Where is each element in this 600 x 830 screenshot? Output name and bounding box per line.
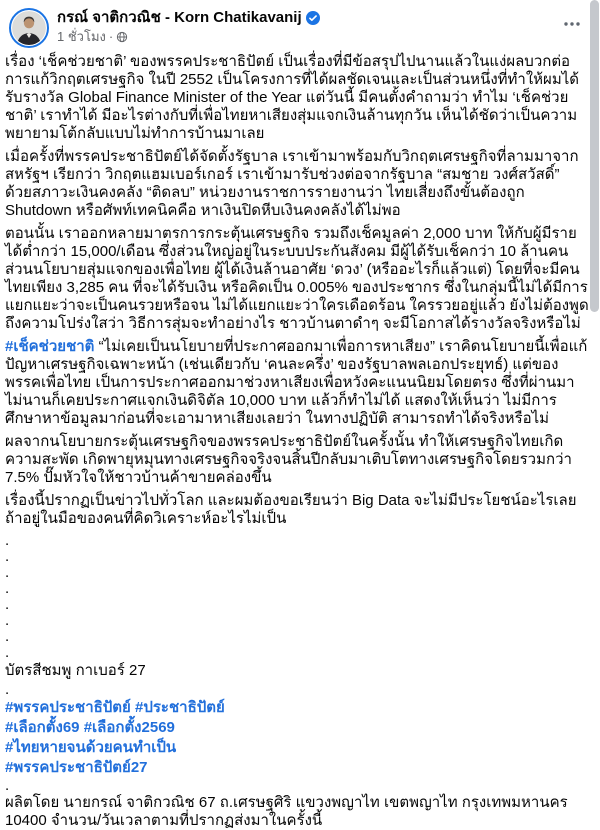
- meta-dot-separator: ·: [108, 29, 114, 44]
- dot-spacer-line: .: [5, 596, 10, 613]
- post-header: [0, 0, 600, 48]
- avatar-photo: [12, 11, 46, 45]
- hashtag-link-check-chuay-chat[interactable]: #เช็คช่วยชาติ: [5, 338, 95, 355]
- pink-card-line: บัตรสีชมพู กาเบอร์ 27: [5, 662, 146, 679]
- dot-spacer-line: .: [5, 564, 10, 581]
- produced-by-disclaimer: ผลิตโดย นายกรณ์ จาติกวณิช 67 ถ.เศรษฐศิริ แขวงพญาไท เขตพญาไท กรุงเทพมหานคร 10400 จำนวน/วันเวลาตามที่ปรากฏส่งมาในครั้งนี้: [5, 794, 568, 829]
- post-paragraph-4: [5, 338, 590, 428]
- dot-spacer-line: .: [5, 628, 10, 645]
- avatar[interactable]: [9, 8, 49, 48]
- hashtag-link-party[interactable]: #พรรคประชาธิปัตย์: [5, 699, 131, 716]
- more-options-button[interactable]: [556, 12, 588, 36]
- dot-spacer-line: .: [5, 580, 10, 597]
- hashtag-link-thai-slogan[interactable]: #ไทยหายจนด้วยคนทำเป็น: [5, 739, 177, 756]
- hashtag-link-election2569[interactable]: #เลือกตั้ง2569: [83, 719, 175, 736]
- hashtag-line-2: [5, 718, 590, 738]
- header-text: [57, 8, 556, 45]
- profile-name[interactable]: กรณ์ จาติกวณิช - Korn Chatikavanij: [57, 9, 302, 26]
- timestamp[interactable]: 1 ชั่วโมง: [57, 29, 106, 44]
- scrollbar-thumb[interactable]: [590, 0, 599, 312]
- dot-spacer-line: .: [5, 532, 10, 549]
- post-paragraph-4-text: “ไม่เคยเป็นนโยบายที่ประกาศออกมาเพื่อการหาเสียง” เราคิดนโยบายนี้เพื่อแก้ปัญหาเศรษฐกิจเฉพาะหน้า (เช่นเดียวกับ ‘คนละครึ่ง’ ของรัฐบาลพลเอกประยุทธ์) แต่ของพรรคเพื่อไทย เป็นการประกาศออกมาช่วงหาเสียงเพื่อหวังคะแนนนิยมโดยตรง ซึ่งที่ผ่านมาไม่นานก็เคยประกาศแจกเงินดิจิตัล 10,000 บาท แล้วก็ทำไม่ได้ แสดงให้เห็นว่า ไม่มีการศึกษาหาข้อมูลมาก่อนที่จะเอามาหาเสียงเลยว่า ในทางปฏิบัติ สามารถทำได้จริงหรือไม่: [5, 338, 588, 427]
- dot-spacer-line: .: [5, 612, 10, 629]
- ellipsis-icon: [562, 14, 582, 34]
- hashtag-link-party27[interactable]: #พรรคประชาธิปัตย์27: [5, 759, 148, 776]
- post-body: [0, 48, 600, 830]
- post-paragraph-3: ตอนนั้น เราออกหลายมาตรการกระตุ้นเศรษฐกิจ รวมถึงเช็คมูลค่า 2,000 บาท ให้กับผู้มีรายได้ต่ำกว่า 15,000/เดือน ซึ่งส่วนใหญ่อยู่ในระบบประกันสังคม มีผู้ได้รับเช็คกว่า 10 ล้านคน ส่วนนโยบายสุ่มแจกของเพื่อไทย ผู้ได้เงินล้านอาศัย ‘ดวง’ (หรืออะไรก็แล้วแต่) โดยที่จะมีคนไทยเพียง 3,285 คน ที่จะได้รับเงิน หรือคิดเป็น 0.005% ของประชากร ซึ่งในกลุ่มนี้ไม่ได้มีการแยกแยะว่าจะเป็นคนรวยหรือจน ไม่ได้แยกแยะว่าใครเดือดร้อน ใครรวยอยู่แล้ว ยังไม่ต้องพูดถึงความโปร่งใสว่า วิธีการสุ่มจะทำอย่างไร ชาวบ้านตาดำๆ จะมีโอกาสได้รางวัลจริงหรือไม่: [5, 225, 589, 332]
- post-paragraph-5: ผลจากนโยบายกระตุ้นเศรษฐกิจของพรรคประชาธิปัตย์ในครั้งนั้น ทำให้เศรษฐกิจไทยเกิดความสะพัด เกิดพายุหมุนทางเศรษฐกิจจริงจนสิ้นปีกลับมาเติบโตทางเศรษฐกิจโดยรวมกว่า 7.5% ปั๊มหัวใจให้ชาวบ้านค้าขายคล่องขึ้น: [5, 433, 572, 486]
- post-paragraph-2: เมื่อครั้งที่พรรคประชาธิปัตย์ได้จัดตั้งรัฐบาล เราเข้ามาพร้อมกับวิกฤตเศรษฐกิจที่ลามมาจากสหรัฐฯ เรียกว่า วิกฤตแฮมเบอร์เกอร์ เราเข้ามารับช่วงต่อจากรัฐบาล “สมชาย วงศ์สวัสดิ์” ด้วยสภาวะเงินคงคลัง “ติดลบ” หน่วยงานราชการรายงานว่า ไทยเสี่ยงถึงขั้นต้องถูก Shutdown หรือศัพท์เทคนิคคือ หาเงินปิดหีบเงินคงคลังได้ไม่พอ: [5, 148, 579, 219]
- post-paragraph-1: เรื่อง ‘เช็คช่วยชาติ’ ของพรรคประชาธิปัตย์ เป็นเรื่องที่มีข้อสรุปไปนานแล้วในแง่ผลบวกต่อการแก้วิกฤตเศรษฐกิจ ในปี 2552 เป็นโครงการที่ได้ผลชัดเจนและเป็นส่วนหนึ่งที่ทำให้ผมได้รับรางวัล Global Finance Minister of the Year แต่วันนี้ มีคนตั้งคำถามว่า ทำไม ‘เช็คช่วยชาติ’ เราทำได้ มีอะไรต่างกับที่เพื่อไทยหาเสียงสุ่มแจกเงินล้านทุกวัน เห็นได้ชัดว่าเป็นความพยายามโต้กลับแบบไม่ทำการบ้านมาเลย: [5, 53, 580, 142]
- dot-spacer-line: .: [5, 644, 10, 661]
- hashtag-line-1: [5, 698, 590, 718]
- hashtag-link-democrat[interactable]: #ประชาธิปัตย์: [135, 699, 225, 716]
- post-paragraph-6: เรื่องนี้ปรากฏเป็นข่าวไปทั่วโลก และผมต้องขอเรียนว่า Big Data จะไม่มีประโยชน์อะไรเลย ถ้าอยู่ในมือของคนที่คิดวิเคราะห์อะไรไม่เป็น: [5, 492, 577, 527]
- hashtag-line-3: [5, 738, 590, 758]
- hashtag-line-4: [5, 758, 590, 778]
- dot-spacer-line: .: [5, 777, 10, 794]
- dot-spacer-line: .: [5, 681, 10, 698]
- verified-badge-icon: [306, 11, 320, 25]
- dot-spacer-line: .: [5, 548, 10, 565]
- hashtag-link-election69[interactable]: #เลือกตั้ง69: [5, 719, 80, 736]
- globe-privacy-icon: [116, 31, 128, 43]
